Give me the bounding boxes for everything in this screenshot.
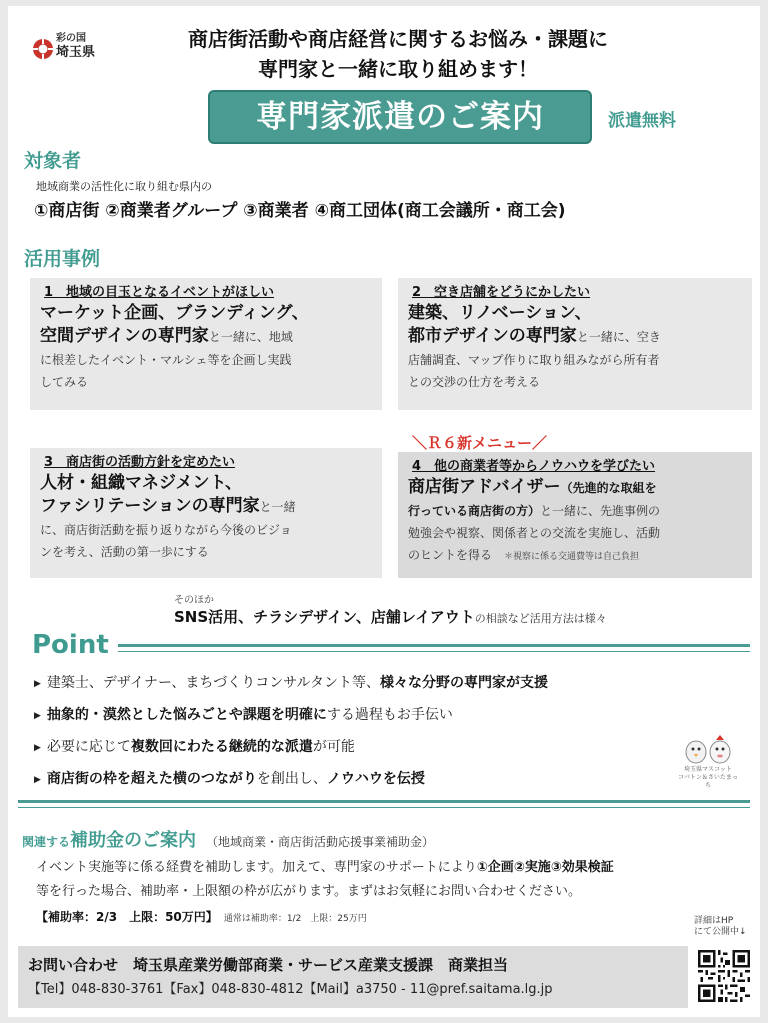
case-2-headline-2: 都市デザインの専門家 [408,326,577,346]
subsidy-rate [36,908,367,925]
subsidy-rate-main: 【補助率：2/3 上限：50万円】 [36,910,212,924]
subsidy-body-2: 等を行った場合、補助率・上限額の枠が広がります。まずはお気軽にお問い合わせください。 [36,884,581,899]
logo-bottom-text: 埼玉県 [56,45,96,60]
case-3-body-2: ンを考え、活動の第一歩にする [40,545,209,559]
subsidy-heading [22,826,434,852]
case-1-headline-1: マーケット企画、ブランディング、 [40,303,309,323]
point-1-text: 建築士、デザイナー、まちづくりコンサルタント等、 [46,675,380,691]
case-3-body-1: に、商店街活動を振り返りながら今後のビジョ [40,523,292,537]
saitama-logo [32,32,112,68]
headline-line1: 商店街活動や商店経営に関するお悩み・課題に [188,27,608,51]
other-uses [174,606,607,627]
point-2-bold: 抽象的・漠然とした悩みごとや課題を明確に [46,707,327,723]
headline-line2: 専門家と一緒に取り組めます！ [258,57,538,81]
point-1-bold: 様々な分野の専門家が支援 [379,675,548,691]
case-1-inline: と一緒に、地域 [208,330,293,344]
subsidy-heading-main: 補助金のご案内 [70,830,197,851]
mascot-caption [676,766,740,790]
subsidy-divider-thick [18,800,750,803]
case-1-body-1: に根差したイベント・マルシェ等を企画し実践 [40,353,292,367]
point-divider-thick [118,644,750,647]
point-2-text: する過程もお手伝い [326,707,453,723]
point-item-3 [34,736,355,756]
point-4-bold-2: ノウハウを伝授 [326,771,425,787]
logo-top-text: 彩の国 [56,33,86,44]
point-3-bold: 複数回にわたる継続的な派遣 [130,739,313,755]
case-card-2 [398,278,752,410]
subsidy-rate-normal: 通常は補助率：1/2 上限：25万円 [223,914,367,924]
point-4-bold: 商店街の枠を超えた横のつながり [46,771,257,787]
subsidy-heading-pre: 関連する [22,835,71,849]
point-3-post: が可能 [312,739,355,755]
case-3-headline-2: ファシリテーションの専門家 [40,496,260,516]
other-label: そのほか [174,595,214,606]
case-4-body-1: 勉強会や視察、関係者との交流を実施し、活動 [408,526,661,540]
case-card-3 [30,448,382,578]
target-heading: 対象者 [24,150,82,172]
saitama-emblem-icon [32,38,54,60]
mascot-caption-1: 埼玉県マスコット [684,766,732,773]
subsidy-body-1-bold: ①企画②実施③効果検証 [476,860,614,875]
point-heading: Point [32,630,109,660]
hp-note-1: 詳細はHP [694,916,734,926]
contact-line-2: 【Tel】048-830-3761【Fax】048-830-4812【Mail】a3750 - 11@pref.saitama.lg.jp [28,982,553,997]
case-2-inline: と一緒に、空き [576,330,661,344]
case-4-title: 4 他の商業者等からノウハウを学びたい [412,459,656,474]
target-sub: 地域商業の活性化に取り組む県内の [36,180,212,193]
case-1-headline-2: 空間デザインの専門家 [40,326,209,346]
free-badge: 派遣無料 [608,111,676,131]
subsidy-body [36,856,748,904]
contact-box [18,946,688,1008]
case-card-4 [398,452,752,578]
headline [108,24,688,84]
point-item-1 [34,672,548,692]
case-2-body-2: との交渉の仕方を考える [408,375,541,389]
case-3-inline: と一緒 [259,500,296,514]
point-item-2 [34,704,453,724]
triangle-bullet-icon: ▶ [34,775,41,785]
mascot-caption-2: コバトン＆さいたまっち [678,774,738,789]
cases-heading: 活用事例 [24,248,101,270]
point-3-pre: 必要に応じて [46,739,131,755]
point-divider-thin [118,651,750,652]
point-4-mid: を創出し、 [256,771,327,787]
case-2-title: 2 空き店舗をどうにかしたい [412,285,591,300]
triangle-bullet-icon: ▶ [34,743,41,753]
target-main: ①商店街 ②商業者グループ ③商業者 ④商工団体(商工会議所・商工会) [34,201,566,221]
point-item-4 [34,768,425,788]
subsidy-heading-paren: （地域商業・商店街活動応援事業補助金） [212,835,435,849]
case-3-title: 3 商店街の活動方針を定めたい [44,455,236,470]
case-4-paren-1: （先進的な取組を [560,481,657,495]
case-card-1 [30,278,382,410]
case-4-inline: と一緒に、先進事例の [540,504,661,518]
case-1-body-2: してみる [40,375,89,389]
contact-line-1: お問い合わせ 埼玉県産業労働部商業・サービス産業支援課 商業担当 [28,956,509,974]
hp-note [694,916,747,938]
case-4-headline: 商店街アドバイザー [408,477,561,497]
case-2-body-1: 店舗調査、マップ作りに取り組みながら所有者 [408,353,660,367]
subsidy-divider-thin [18,807,750,808]
triangle-bullet-icon: ▶ [34,679,41,689]
other-tail: の相談など活用方法は様々 [474,612,607,625]
r6-new-menu-label: ＼Ｒ６新メニュー／ [412,434,548,452]
qr-code-icon[interactable] [698,950,750,1002]
mascot-illustration-icon [680,734,736,764]
other-main: SNS活用、チラシデザイン、店舗レイアウト [174,608,475,626]
case-4-body-2: のヒントを得る [408,548,493,562]
case-4-paren-2: 行っている商店街の方） [408,504,541,518]
case-4-note: ＊視察に係る交通費等は自己負担 [504,552,640,562]
subsidy-body-1: イベント実施等に係る経費を補助します。加えて、専門家のサポートにより [36,860,477,875]
hp-note-2: にて公開中↓ [694,927,747,937]
case-1-title: 1 地域の目玉となるイベントがほしい [44,285,275,300]
case-2-headline-1: 建築、リノベーション、 [408,303,592,323]
case-3-headline-1: 人材・組織マネジメント、 [40,473,242,493]
flyer-page [8,6,760,1017]
page-title: 専門家派遣のご案内 [208,90,592,144]
triangle-bullet-icon: ▶ [34,711,41,721]
